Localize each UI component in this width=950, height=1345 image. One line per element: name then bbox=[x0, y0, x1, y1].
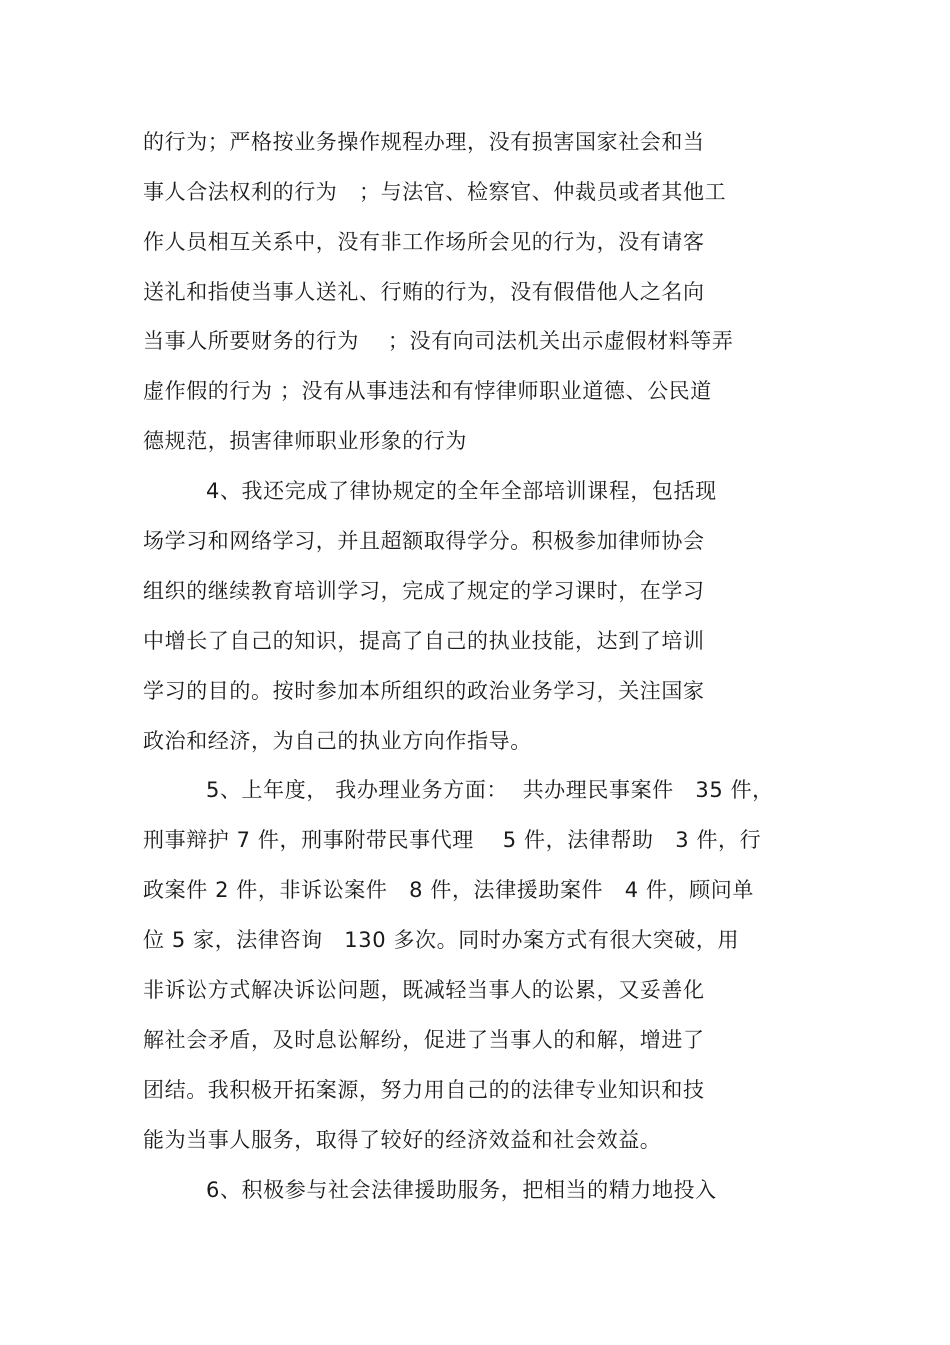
text-line: 政案件 2 件，非诉讼案件 8 件，法律援助案件 4 件，顾问单 bbox=[143, 878, 754, 902]
text-line: 能为当事人服务，取得了较好的经济效益和社会效益。 bbox=[143, 1128, 662, 1152]
text-line: 政治和经济，为自己的执业方向作指导。 bbox=[143, 729, 532, 753]
paragraph-5-first-line: 5、上年度， 我办理业务方面： 共办理民事案件 35 件， bbox=[206, 778, 774, 802]
text-line: 的行为；严格按业务操作规程办理，没有损害国家社会和当 bbox=[143, 130, 705, 154]
text-line: 组织的继续教育培训学习，完成了规定的学习课时，在学习 bbox=[143, 579, 705, 603]
text-line: 中增长了自己的知识，提高了自己的执业技能，达到了培训 bbox=[143, 629, 705, 653]
text-line: 非诉讼方式解决诉讼问题，既减轻当事人的讼累，又妥善化 bbox=[143, 978, 705, 1002]
text-line: 学习的目的。按时参加本所组织的政治业务学习，关注国家 bbox=[143, 679, 705, 703]
paragraph-4-first-line: 4、我还完成了律协规定的全年全部培训课程，包括现 bbox=[206, 479, 717, 503]
paragraph-6-first-line: 6、积极参与社会法律援助服务，把相当的精力地投入 bbox=[206, 1178, 717, 1202]
text-line: 位 5 家，法律咨询 130 多次。同时办案方式有很大突破，用 bbox=[143, 928, 740, 952]
text-line: 事人合法权利的行为 ；与法官、检察官、仲裁员或者其他工 bbox=[143, 180, 727, 204]
text-line: 德规范，损害律师职业形象的行为 bbox=[143, 429, 467, 453]
text-line: 团结。我积极开拓案源，努力用自己的的法律专业知识和技 bbox=[143, 1078, 705, 1102]
text-line: 当事人所要财务的行为 ；没有向司法机关出示虚假材料等弄 bbox=[143, 329, 734, 353]
text-line: 刑事辩护 7 件，刑事附带民事代理 5 件，法律帮助 3 件，行 bbox=[143, 828, 762, 852]
text-line: 作人员相互关系中，没有非工作场所会见的行为，没有请客 bbox=[143, 230, 705, 254]
text-line: 场学习和网络学习，并且超额取得学分。积极参加律师协会 bbox=[143, 529, 705, 553]
text-line: 送礼和指使当事人送礼、行贿的行为，没有假借他人之名向 bbox=[143, 280, 705, 304]
text-line: 虚作假的行为 ；没有从事违法和有悖律师职业道德、公民道 bbox=[143, 379, 712, 403]
text-line: 解社会矛盾，及时息讼解纷，促进了当事人的和解，增进了 bbox=[143, 1028, 705, 1052]
